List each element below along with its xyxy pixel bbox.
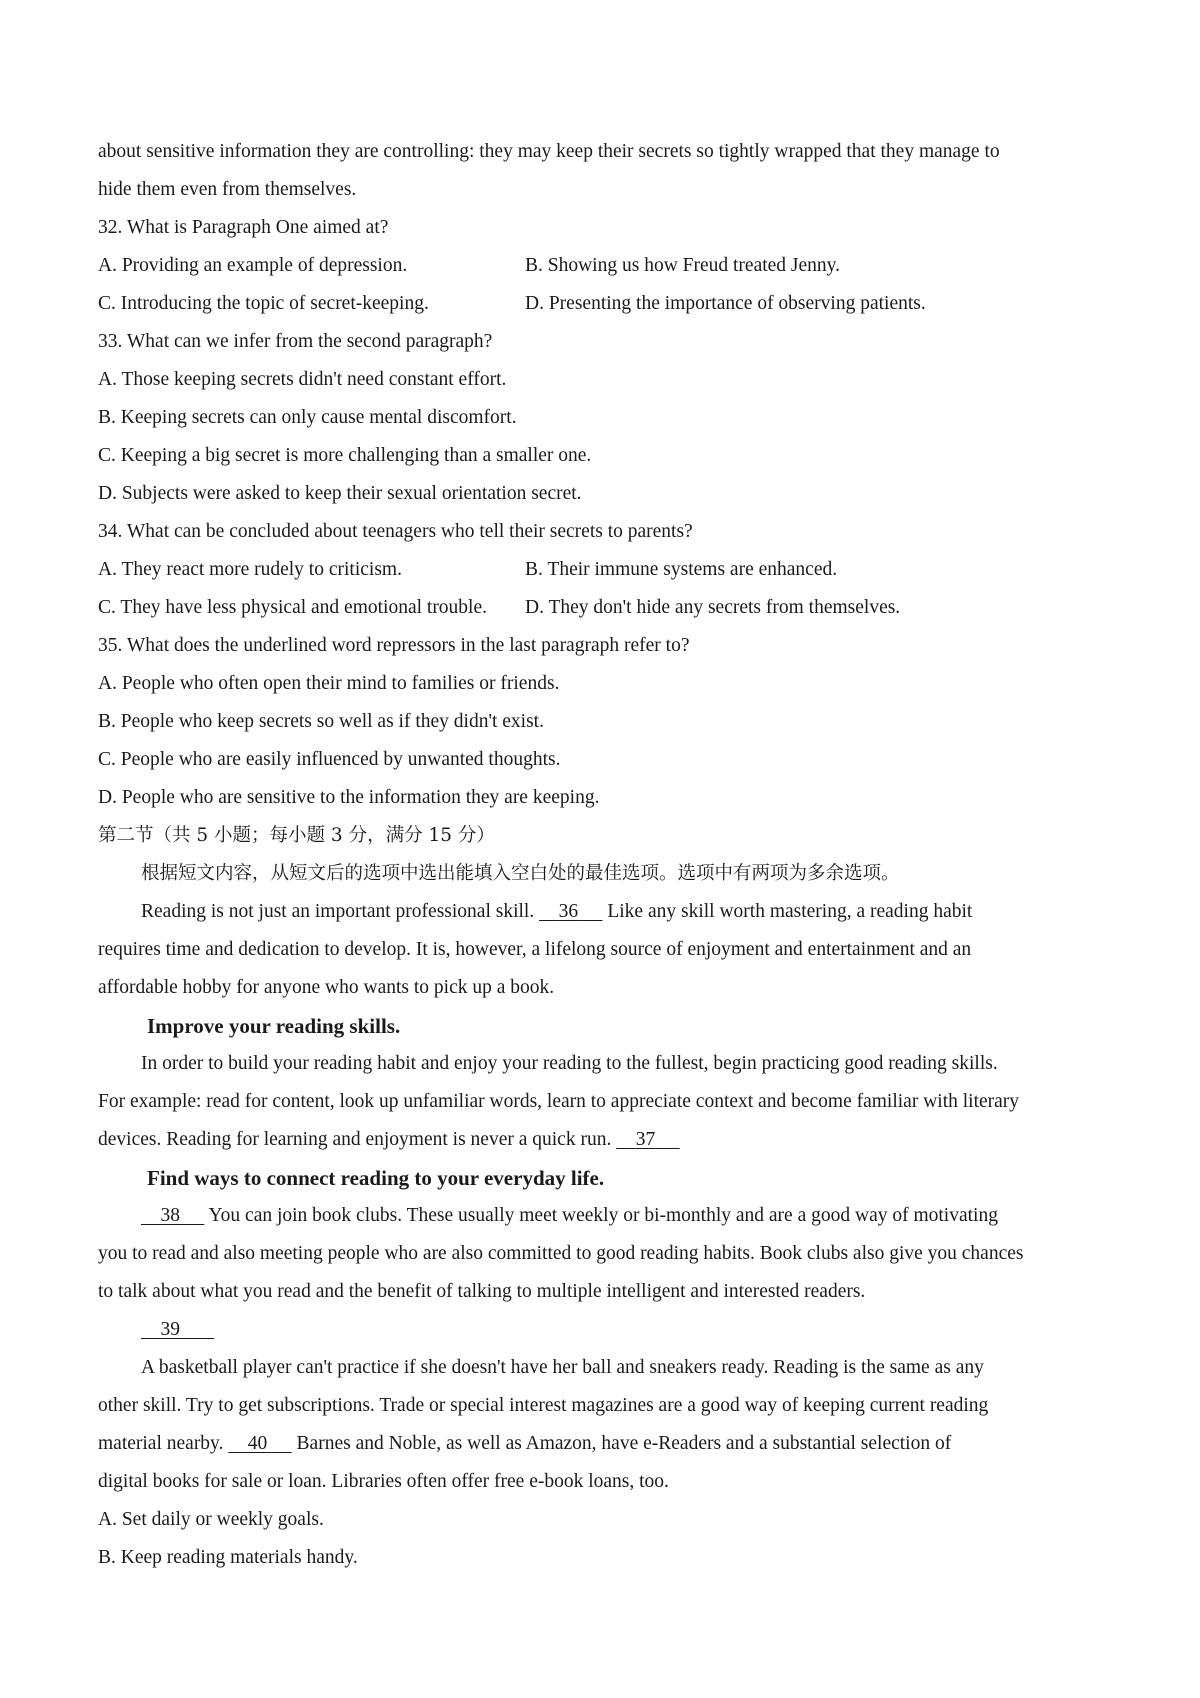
option-c: C. People who are easily influenced by unwanted thoughts. [98, 749, 561, 770]
option-c: C. They have less physical and emotional trouble. [98, 597, 488, 618]
paragraph-line: In order to build your reading habit and enjoy your reading to the fullest, begin practicing good reading skills. [141, 1053, 998, 1074]
paragraph-line [141, 1203, 998, 1229]
blank-number: 37 [635, 1129, 656, 1150]
option-c: C. Keeping a big secret is more challenging than a smaller one. [98, 445, 592, 466]
paragraph-text: Barnes and Noble, as well as Amazon, have e-Readers and a substantial selection of [296, 1433, 952, 1454]
choice-a: A. Set daily or weekly goals. [98, 1509, 324, 1530]
option-d: D. People who are sensitive to the information they are keeping. [98, 787, 600, 808]
option-a: A. Those keeping secrets didn't need constant effort. [98, 369, 507, 390]
blank-number: 36 [558, 901, 579, 922]
blank-39 [141, 1317, 214, 1343]
option-b: B. People who keep secrets so well as if they didn't exist. [98, 711, 544, 732]
paragraph-text: material nearby. [98, 1433, 224, 1454]
passage-line: about sensitive information they are controlling: they may keep their secrets so tightly wrapped that they manage to [98, 141, 1000, 162]
choice-b: B. Keep reading materials handy. [98, 1547, 358, 1568]
paragraph-line: A basketball player can't practice if she doesn't have her ball and sneakers ready. Reading is the same as any [141, 1357, 984, 1378]
subheading: Improve your reading skills. [147, 1014, 401, 1038]
option-d: D. They don't hide any secrets from themselves. [525, 597, 901, 618]
paragraph-line: affordable hobby for anyone who wants to pick up a book. [98, 977, 555, 998]
blank-number: 38 [160, 1205, 180, 1226]
section-title: 第二节（共 5 小题；每小题 3 分，满分 15 分） [98, 825, 495, 846]
section-instruction: 根据短文内容，从短文后的选项中选出能填入空白处的最佳选项。选项中有两项为多余选项。 [141, 863, 900, 884]
subheading: Find ways to connect reading to your everyday life. [147, 1166, 605, 1190]
option-d: D. Presenting the importance of observing patients. [525, 293, 926, 314]
question-stem: 32. What is Paragraph One aimed at? [98, 217, 389, 238]
paragraph-line: digital books for sale or loan. Libraries often offer free e-book loans, too. [98, 1471, 669, 1492]
option-b: B. Keeping secrets can only cause mental discomfort. [98, 407, 517, 428]
paragraph-line [141, 899, 972, 925]
option-a: A. People who often open their mind to families or friends. [98, 673, 560, 694]
option-c: C. Introducing the topic of secret-keeping. [98, 293, 429, 314]
paragraph-line [98, 1431, 951, 1457]
blank-40 [228, 1431, 291, 1457]
blank-number: 39 [160, 1319, 180, 1340]
option-a: A. They react more rudely to criticism. [98, 559, 402, 580]
blank-37 [616, 1127, 679, 1153]
question-stem: 34. What can be concluded about teenagers who tell their secrets to parents? [98, 521, 693, 542]
paragraph-line [141, 1317, 214, 1343]
option-a: A. Providing an example of depression. [98, 255, 408, 276]
paragraph-line: requires time and dedication to develop. It is, however, a lifelong source of enjoyment and entertainment and an [98, 939, 972, 960]
paragraph-line [98, 1127, 680, 1153]
option-b: B. Showing us how Freud treated Jenny. [525, 255, 841, 276]
paragraph-text: Like any skill worth mastering, a reading habit [607, 901, 973, 922]
paragraph-line: to talk about what you read and the benefit of talking to multiple intelligent and interested readers. [98, 1281, 866, 1302]
option-b: B. Their immune systems are enhanced. [525, 559, 838, 580]
passage-line: hide them even from themselves. [98, 179, 357, 200]
blank-38 [141, 1203, 204, 1229]
blank-36 [539, 899, 602, 925]
paragraph-line: For example: read for content, look up unfamiliar words, learn to appreciate context and become familiar with literary [98, 1091, 1020, 1112]
paragraph-line: other skill. Try to get subscriptions. Trade or special interest magazines are a good way of keeping current reading [98, 1395, 989, 1416]
paragraph-text: You can join book clubs. These usually meet weekly or bi-monthly and are a good way of motivating [208, 1205, 998, 1226]
paragraph-text: Reading is not just an important professional skill. [141, 901, 535, 922]
question-stem: 35. What does the underlined word repressors in the last paragraph refer to? [98, 635, 690, 656]
paragraph-line: you to read and also meeting people who are also committed to good reading habits. Book clubs also give you chances [98, 1243, 1024, 1264]
question-stem: 33. What can we infer from the second paragraph? [98, 331, 493, 352]
option-row [98, 253, 407, 279]
blank-number: 40 [247, 1433, 268, 1454]
paragraph-text: devices. Reading for learning and enjoyment is never a quick run. [98, 1129, 612, 1150]
option-d: D. Subjects were asked to keep their sexual orientation secret. [98, 483, 582, 504]
